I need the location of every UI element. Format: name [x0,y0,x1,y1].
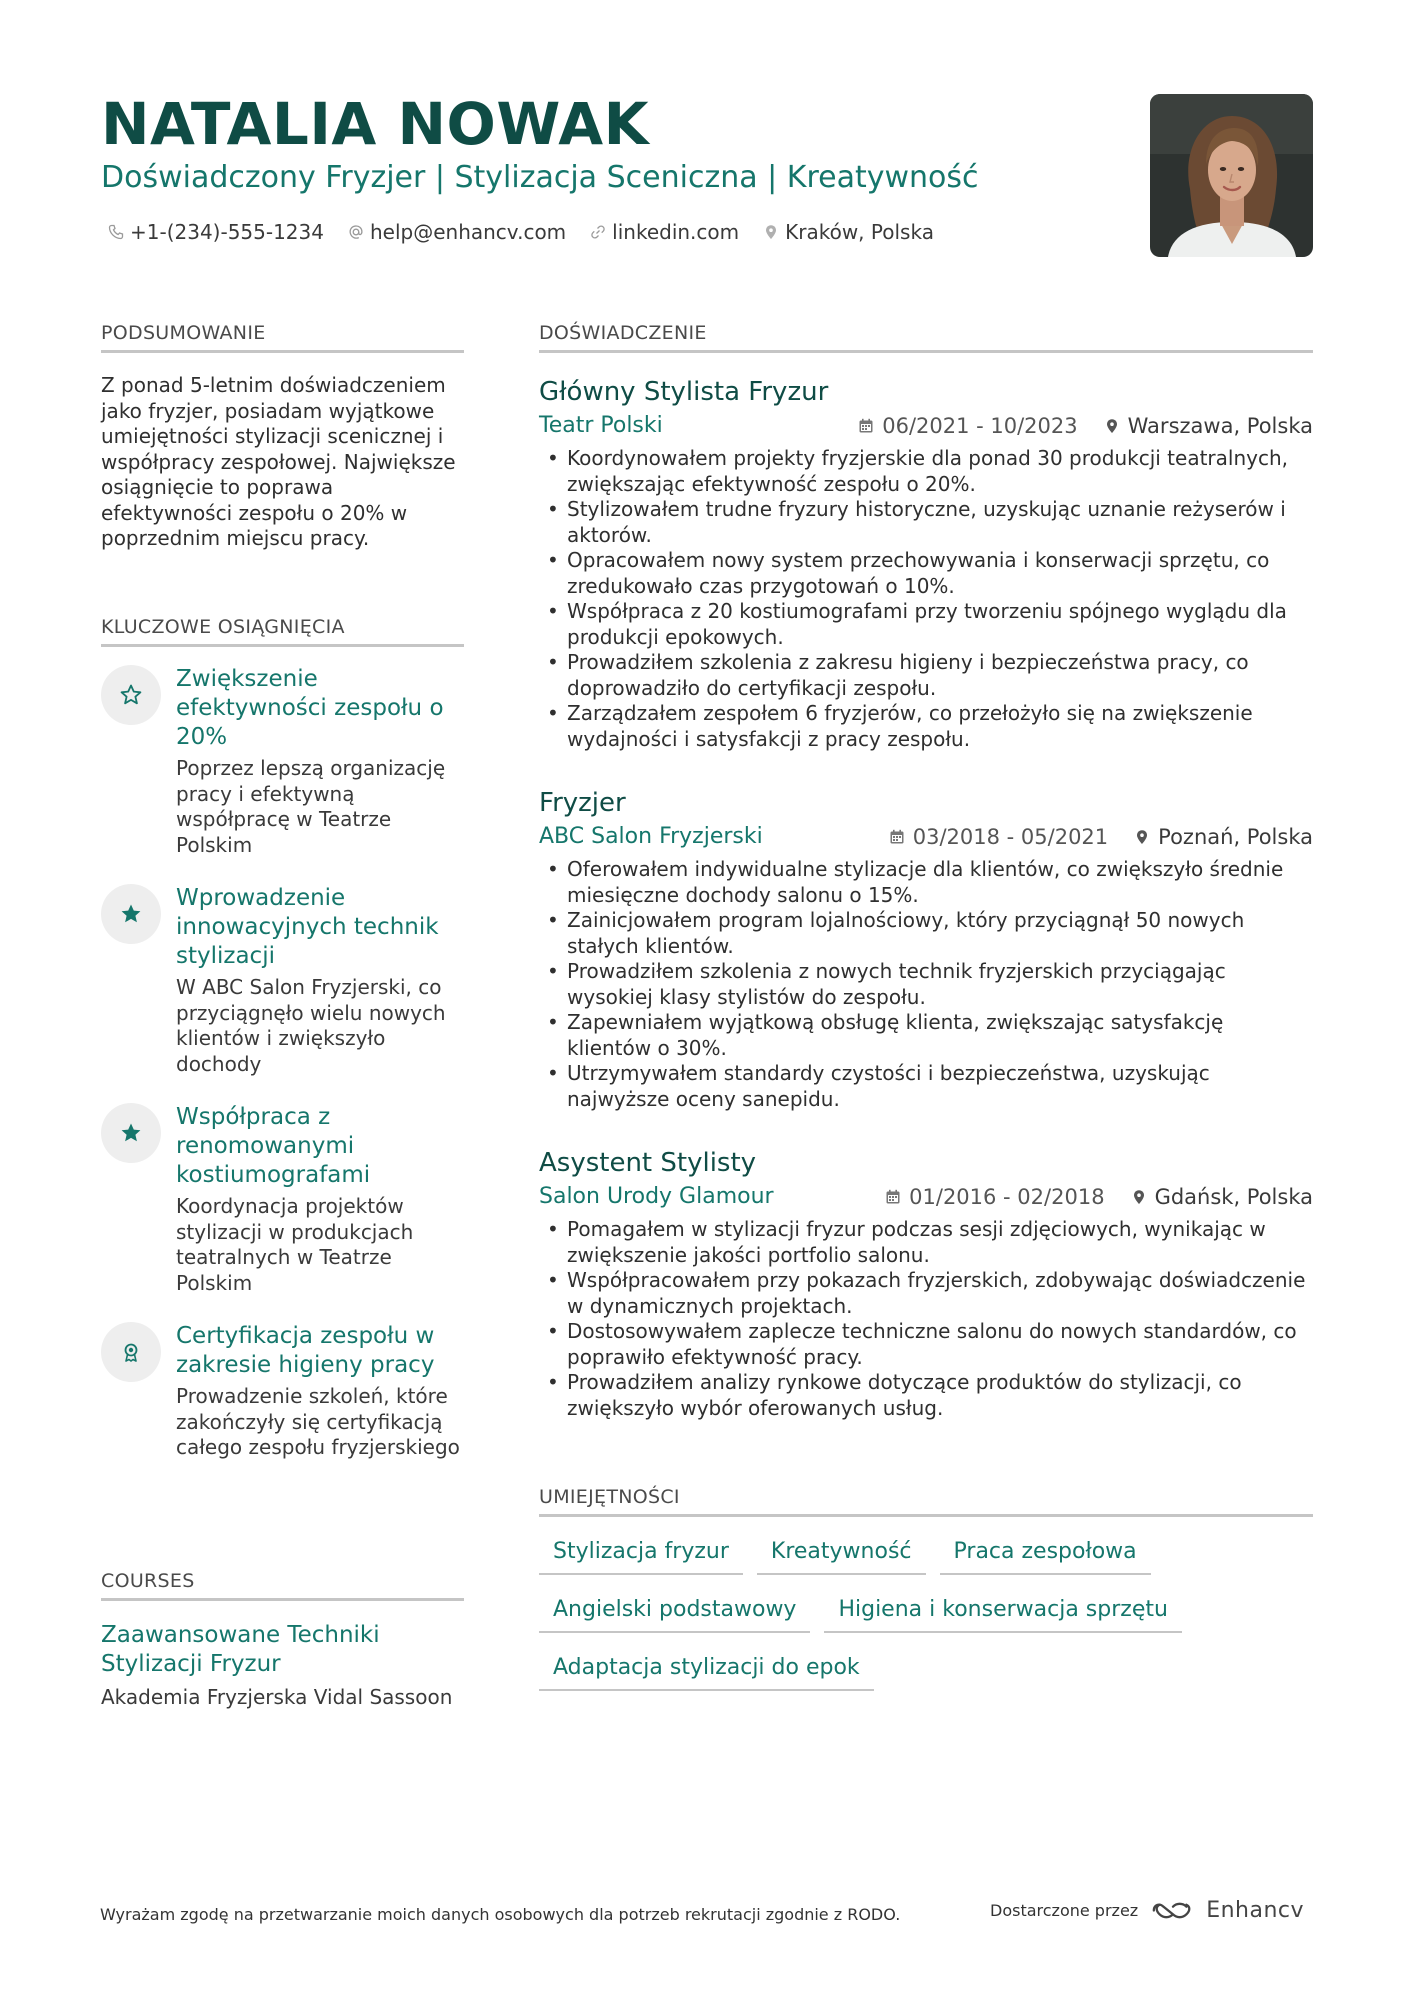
achievement-desc: W ABC Salon Fryzjerski, co przyciągnęło wielu nowych klientów i zwiększyło dochody [176,975,446,1076]
job-entry [539,1148,1313,1421]
job-bullet: • Współpracowałem przy pokazach fryzjerskich, zdobywając doświadczenie w dynamicznych projektach. [539,1268,1313,1319]
location-icon [1131,1189,1147,1205]
enhancv-logo-icon [1150,1899,1196,1922]
experience-section [539,322,1313,1421]
summary-heading: PODSUMOWANIE [101,322,464,353]
job-bullet: • Dostosowywałem zaplecze techniczne salonu do nowych standardów, co poprawiło efektywność pracy. [539,1319,1313,1370]
job-bullet: • Prowadziłem analizy rynkowe dotyczące produktów do stylizacji, co zwiększyło wybór oferowanych usług. [539,1370,1313,1421]
job-bullets [539,1217,1313,1421]
job-bullet: • Zapewniałem wyjątkową obsługę klienta, zwiększając satysfakcję klientów o 30%. [539,1010,1313,1061]
job-bullet: • Koordynowałem projekty fryzjerskie dla ponad 30 produkcji teatralnych, zwiększając efektywność zespołu o 20%. [539,446,1313,497]
profile-photo [1150,94,1313,257]
phone-icon [108,224,124,240]
star-filled-icon [101,1103,161,1163]
achievement-desc: Prowadzenie szkoleń, które zakończyły się certyfikacją całego zespołu fryzjerskiego [176,1384,460,1459]
skill-tag: Adaptacja stylizacji do epok [539,1647,874,1691]
calendar-icon [858,418,874,434]
rodo-consent: Wyrażam zgodę na przetwarzanie moich danych osobowych dla potrzeb rekrutacji zgodnie z RODO. [100,1905,901,1924]
job-location: Warszawa, Polska [1127,413,1313,438]
job-dates: 01/2016 - 02/2018 [909,1184,1105,1209]
star-filled-icon [101,884,161,944]
award-icon [101,1322,161,1382]
contact-location [763,220,934,244]
job-bullet: • Zarządzałem zespołem 6 fryzjerów, co przełożyło się na zwiększenie wydajności i satysfakcji z pracy zespołu. [539,701,1313,752]
skill-tag: Higiena i konserwacja sprzętu [824,1589,1181,1633]
job-bullets [539,857,1313,1112]
summary-text: Z ponad 5-letnim doświadczeniem jako fryzjer, posiadam wyjątkowe umiejętności stylizacji scenicznej i współpracy zespołowej. Największe osiągnięcie to poprawa efektywności zespołu o 20% w poprzednim miejscu pracy. [101,373,456,550]
job-bullet: • Zainicjowałem program lojalnościowy, który przyciągnął 50 nowych stałych klientów. [539,908,1313,959]
skill-tag: Angielski podstawowy [539,1589,810,1633]
achievement-title: Współpraca z renomowanymi kostiumografami [176,1104,371,1188]
course-title: Zaawansowane Techniki Stylizacji Fryzur [101,1622,380,1677]
calendar-icon [889,829,905,845]
job-bullet: • Pomagałem w stylizacji fryzur podczas sesji zdjęciowych, wynikając w zwiększenie jakości portfolio salonu. [539,1217,1313,1268]
job-company: Teatr Polski [539,413,663,438]
job-role: Główny Stylista Fryzur [539,377,829,407]
candidate-tagline: Doświadczony Fryzjer | Stylizacja Sceniczna | Kreatywność [101,160,979,195]
achievement-item [101,665,464,858]
job-company: Salon Urody Glamour [539,1184,774,1209]
skills-heading: UMIEJĘTNOŚCI [539,1486,1313,1517]
job-role: Fryzjer [539,788,626,818]
candidate-name: NATALIA NOWAK [101,90,650,158]
job-entry [539,788,1313,1112]
achievement-desc: Koordynacja projektów stylizacji w produkcjach teatralnych w Teatrze Polskim [176,1194,414,1295]
job-bullet: • Oferowałem indywidualne stylizacje dla klientów, co zwiększyło średnie miesięczne dochody salonu o 15%. [539,857,1313,908]
job-bullet: • Opracowałem nowy system przechowywania i konserwacji sprzętu, co zredukowało czas przygotowań o 10%. [539,548,1313,599]
star-outline-icon [101,665,161,725]
calendar-icon [885,1189,901,1205]
achievement-item [101,1322,464,1461]
location-icon [1134,829,1150,845]
powered-by-label: Dostarczone przez [990,1901,1139,1920]
link-icon [590,224,606,240]
achievements-heading: KLUCZOWE OSIĄGNIĘCIA [101,616,464,647]
job-dates: 06/2021 - 10/2023 [882,413,1078,438]
contact-email-text: help@enhancv.com [369,220,567,244]
summary-section [101,322,464,552]
contact-bar [108,220,958,244]
job-dates: 03/2018 - 05/2021 [912,824,1109,849]
contact-email[interactable] [348,220,566,244]
skill-tag: Praca zespołowa [940,1531,1151,1575]
achievement-title: Certyfikacja zespołu w zakresie higieny pracy [176,1323,435,1378]
achievements-list [101,665,464,1461]
job-bullet: • Prowadziłem szkolenia z nowych technik fryzjerskich przyciągając wysokiej klasy stylistów do zespołu. [539,959,1313,1010]
achievement-desc: Poprzez lepszą organizację pracy i efektywną współpracę w Teatrze Polskim [176,756,446,857]
achievement-title: Wprowadzenie innowacyjnych technik stylizacji [176,885,439,969]
achievement-item [101,1103,464,1296]
achievement-item [101,884,464,1077]
job-bullet: • Prowadziłem szkolenia z zakresu higieny i bezpieczeństwa pracy, co doprowadziło do certyfikacji zespołu. [539,650,1313,701]
contact-location-text: Kraków, Polska [785,220,934,244]
courses-section [101,1570,464,1709]
skill-tag: Stylizacja fryzur [539,1531,743,1575]
job-bullet: • Utrzymywałem standardy czystości i bezpieczeństwa, uzyskując najwyższe oceny sanepidu. [539,1061,1313,1112]
at-icon [348,224,364,240]
skills-list [539,1531,1313,1705]
job-bullets [539,446,1313,752]
contact-phone[interactable] [108,220,324,244]
experience-heading: DOŚWIADCZENIE [539,322,1313,353]
job-bullet: • Współpraca z 20 kostiumografami przy tworzeniu spójnego wyglądu dla produkcji epokowych. [539,599,1313,650]
job-location: Gdańsk, Polska [1154,1184,1313,1209]
achievement-title: Zwiększenie efektywności zespołu o 20% [176,666,444,750]
job-company: ABC Salon Fryzjerski [539,824,763,849]
skill-tag: Kreatywność [757,1531,926,1575]
location-icon [763,224,779,240]
contact-linkedin-text: linkedin.com [612,220,740,244]
courses-heading: COURSES [101,1570,464,1601]
contact-linkedin[interactable] [590,220,739,244]
powered-by[interactable] [990,1898,1304,1923]
job-entry [539,377,1313,752]
job-bullet: • Stylizowałem trudne fryzury historyczne, uzyskując uznanie reżyserów i aktorów. [539,497,1313,548]
skills-section [539,1486,1313,1705]
achievements-section [101,616,464,1487]
enhancv-brand: Enhancv [1206,1898,1305,1923]
job-role: Asystent Stylisty [539,1148,757,1178]
job-location: Poznań, Polska [1158,824,1313,849]
contact-phone-text: +1-(234)-555-1234 [130,220,324,244]
location-icon [1104,418,1120,434]
course-org: Akademia Fryzjerska Vidal Sassoon [101,1685,453,1709]
